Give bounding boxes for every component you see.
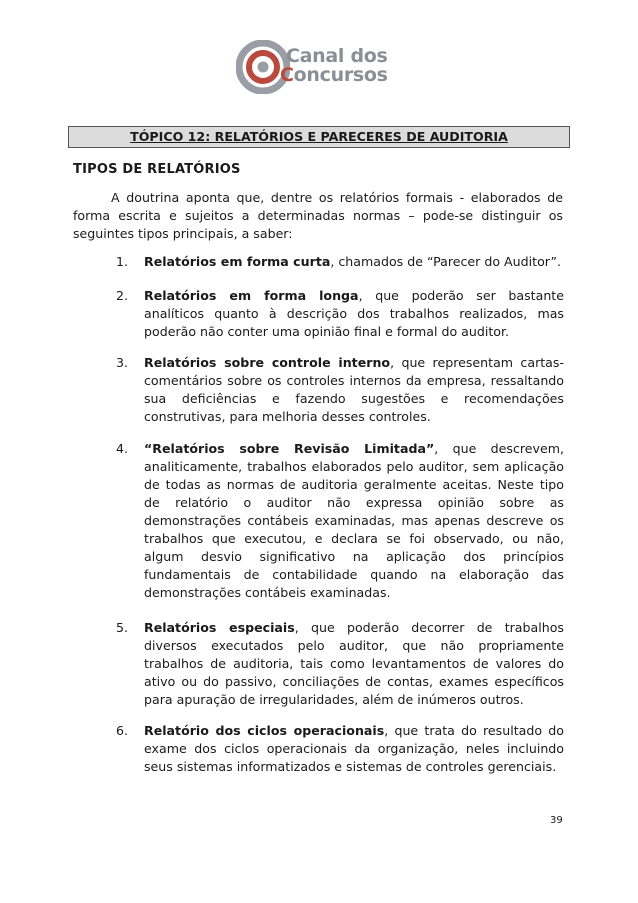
list-item-text: , que poderão ser bastante analíticos quanto à descrição dos trabalhos realizados, mas poderão não conter uma opinião final e formal do auditor. — [144, 288, 564, 339]
intro-paragraph: A doutrina aponta que, dentre os relatórios formais - elaborados de forma escrita e sujeitos a determinadas normas – pode-se distinguir os seguintes tipos principais, a saber: — [73, 190, 563, 241]
list-item — [116, 619, 564, 709]
list-item-title: Relatórios em forma longa — [144, 288, 359, 303]
list-item-title: Relatórios especiais — [144, 620, 295, 635]
list-item-title: Relatórios sobre controle interno — [144, 355, 391, 370]
list-item-number: 2. — [116, 288, 129, 303]
page-number: 39 — [550, 815, 563, 826]
list-item-title: Relatórios em forma curta — [144, 254, 331, 269]
list-item-body — [144, 354, 564, 426]
list-item-number: 3. — [116, 355, 129, 370]
list-item-body — [144, 722, 564, 776]
list-item-text: , que descrevem, analiticamente, trabalhos elaborados pelo auditor, sem aplicação de todas as normas de auditoria geralmente aceitas. Neste tipo de relatório o auditor não expressa opinião sobre as demonstrações contábeis examinadas, mas apenas descreve os trabalhos que executou, e declara se foi observado, ou não, algum desvio significativo na aplicação dos princípios fundamentais de contabilidade quando na elaboração das demonstrações contábeis examinadas. — [144, 441, 564, 600]
list-item-text: , que trata do resultado do exame dos ciclos operacionais da organização, neles incluindo seus sistemas informatizados e sistemas de controles gerenciais. — [144, 723, 564, 774]
list-item-text: , chamados de “Parecer do Auditor”. — [330, 254, 562, 269]
list-item — [116, 287, 564, 341]
list-item-body — [144, 440, 564, 602]
list-item-body — [144, 287, 564, 341]
logo-line-2-rest: oncursos — [293, 64, 388, 86]
canal-dos-concursos-logo — [236, 40, 406, 94]
list-item-number: 6. — [116, 723, 129, 738]
logo-line-1: Canal dos — [286, 45, 388, 67]
logo-line-2 — [280, 65, 388, 85]
list-item-title: “Relatórios sobre Revisão Limitada” — [144, 441, 435, 456]
topic-banner: TÓPICO 12: RELATÓRIOS E PARECERES DE AUDITORIA — [68, 126, 570, 148]
list-item-number: 1. — [116, 254, 129, 269]
list-item-text: , que poderão decorrer de trabalhos diversos executados pelo auditor, que não propriamente trabalhos de auditoria, tais como levantamentos de valores do ativo ou do passivo, conciliações de contas, exames específicos para apuração de irregularidades, além de inúmeros outros. — [144, 620, 564, 707]
list-item-number: 5. — [116, 620, 129, 635]
list-item-body — [144, 619, 564, 709]
list-item-title: Relatório dos ciclos operacionais — [144, 723, 385, 738]
list-item-text: , que representam cartas-comentários sobre os controles internos da empresa, ressaltando sua deficiências e fazendo sugestões e recomendações construtivas, para melhoria desses controles. — [144, 355, 565, 424]
list-item-body — [144, 253, 564, 271]
list-item — [116, 253, 564, 271]
list-item — [116, 354, 564, 426]
logo-initial: C — [280, 64, 294, 86]
list-item — [116, 722, 564, 776]
list-item — [116, 440, 564, 602]
section-heading: TIPOS DE RELATÓRIOS — [73, 162, 241, 177]
list-item-number: 4. — [116, 441, 129, 456]
